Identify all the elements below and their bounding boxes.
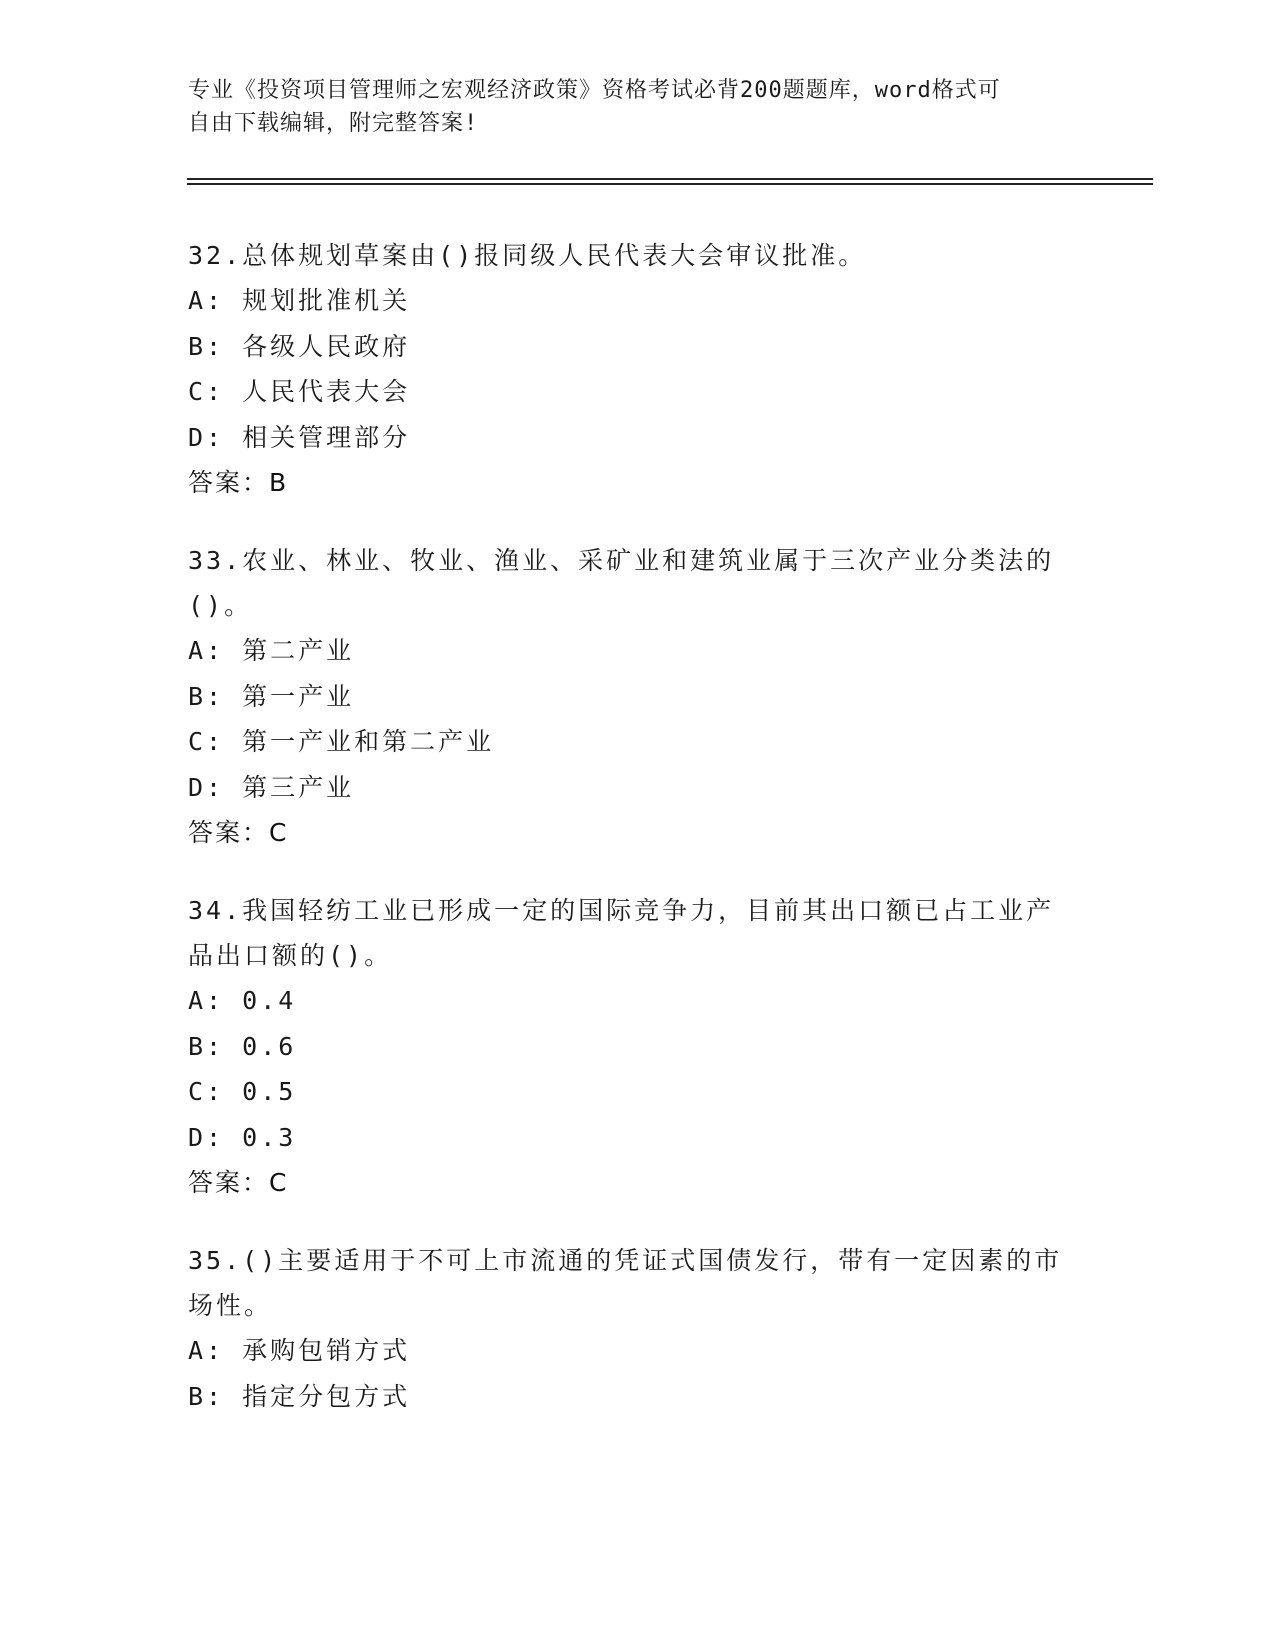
answer-option: B: 各级人民政府 [188, 331, 411, 361]
answer-option: B: 第一产业 [188, 681, 355, 711]
question-stem-line: 场性。 [188, 1291, 273, 1320]
answer-key: 答案：C [188, 818, 289, 847]
answer-option: C: 第一产业和第二产业 [188, 727, 495, 756]
question-stem-line: 33.农业、林业、牧业、渔业、采矿业和建筑业属于三次产业分类法的 [188, 546, 1055, 575]
answer-option: A: 承购包销方式 [188, 1336, 411, 1365]
question-stem-line: 32.总体规划草案由()报同级人民代表大会审议批准。 [188, 241, 867, 270]
question-stem-line: 品出口额的()。 [188, 941, 393, 970]
answer-option: C: 人民代表大会 [188, 377, 411, 406]
answer-option: D: 相关管理部分 [188, 422, 411, 452]
question-block [188, 1238, 1088, 1419]
answer-key: 答案：B [188, 468, 289, 497]
question-stem-line: 34.我国轻纺工业已形成一定的国际竞争力，目前其出口额已占工业产 [188, 896, 1055, 925]
question-list [188, 233, 1088, 1452]
answer-option: B: 0.6 [188, 1031, 297, 1061]
header-divider-top [187, 178, 1153, 180]
answer-option: D: 第三产业 [188, 772, 355, 802]
answer-option: C: 0.5 [188, 1077, 297, 1106]
header-divider-bottom [187, 183, 1153, 185]
answer-option: D: 0.3 [188, 1122, 297, 1152]
answer-option: A: 规划批准机关 [188, 286, 411, 315]
answer-option: A: 0.4 [188, 986, 297, 1015]
question-block [188, 538, 1088, 855]
answer-option: A: 第二产业 [188, 636, 355, 665]
header-line-1: 专业《投资项目管理师之宏观经济政策》资格考试必背200题题库，word格式可 [188, 78, 1001, 103]
question-block [188, 888, 1088, 1205]
answer-option: B: 指定分包方式 [188, 1381, 411, 1411]
answer-key: 答案：C [188, 1168, 289, 1197]
question-stem-line: ()。 [188, 591, 253, 620]
question-stem-line: 35.()主要适用于不可上市流通的凭证式国债发行，带有一定因素的市 [188, 1246, 1063, 1275]
header-line-2: 自由下载编辑，附完整答案! [188, 111, 479, 136]
question-block [188, 233, 1088, 505]
document-header [188, 74, 1068, 140]
